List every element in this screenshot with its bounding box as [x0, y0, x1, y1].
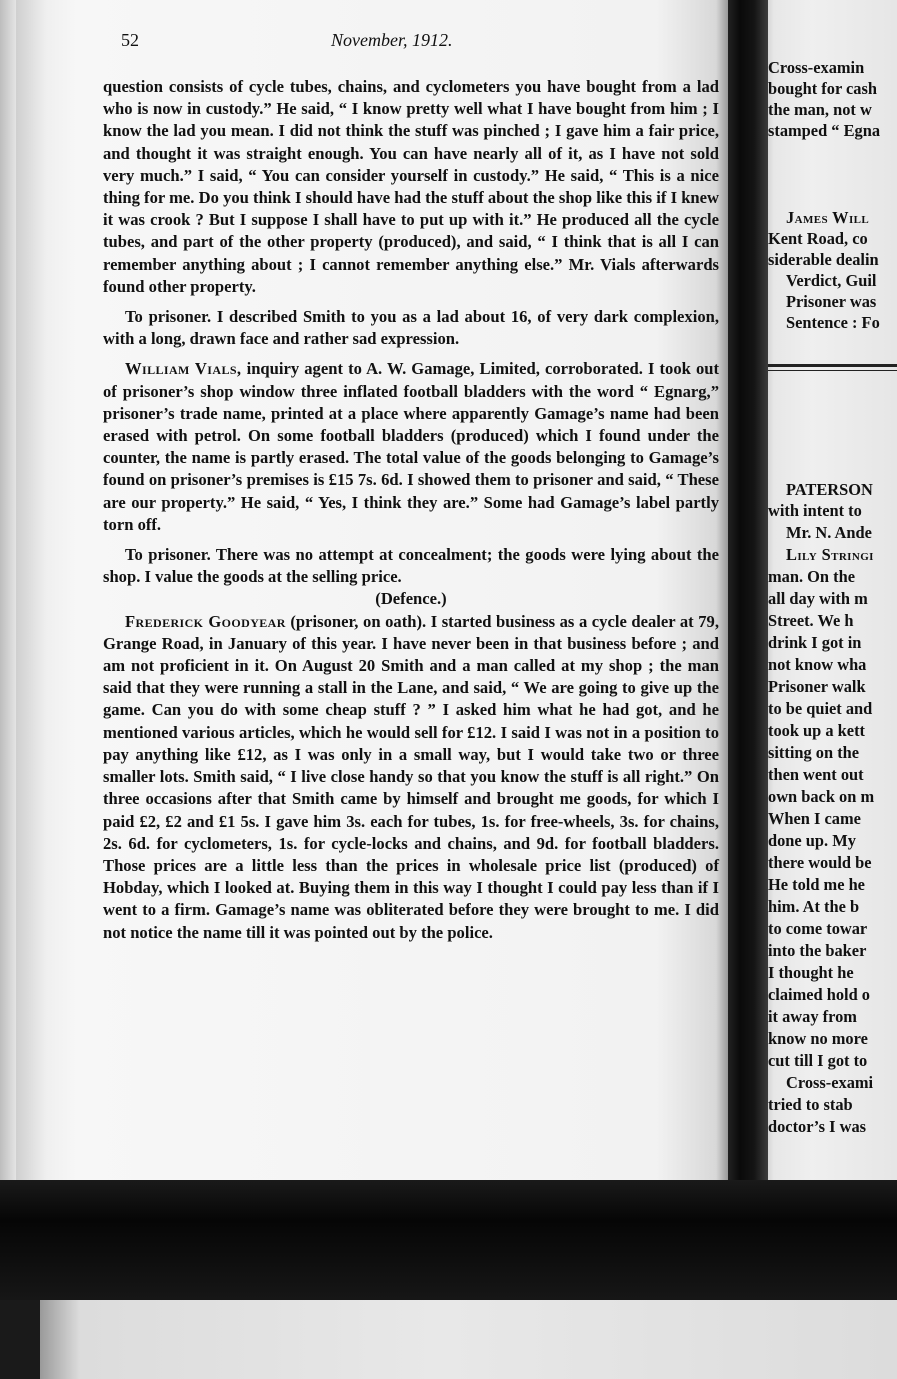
- right-line: man. On the: [768, 567, 855, 586]
- right-line: PATERSON: [786, 480, 873, 499]
- right-line: claimed hold o: [768, 985, 870, 1004]
- right-line: Mr. N. Ande: [786, 523, 872, 542]
- bottom-page-edge: [40, 1300, 897, 1379]
- right-line: to be quiet and: [768, 699, 873, 718]
- right-line: him. At the b: [768, 897, 860, 916]
- right-line: then went out: [768, 765, 864, 784]
- right-line: I thought he: [768, 963, 854, 982]
- right-line: it away from: [768, 1007, 857, 1026]
- right-line: He told me he: [768, 875, 865, 894]
- running-head-text: November, 1912.: [331, 30, 453, 50]
- right-line: there would be: [768, 853, 872, 872]
- paragraph-3: [103, 358, 719, 536]
- right-line: doctor’s I was: [768, 1117, 867, 1136]
- right-line: all day with m: [768, 589, 868, 608]
- right-line: James Will: [786, 208, 870, 227]
- speaker-name-goodyear: Frederick Goodyear: [125, 611, 286, 631]
- bottom-left-shadow: [0, 1300, 40, 1379]
- speaker-name-vials: William Vials,: [125, 359, 242, 379]
- right-line: stamped “ Egna: [768, 121, 881, 140]
- right-line: not know wha: [768, 655, 867, 674]
- right-line: siderable dealin: [768, 250, 879, 269]
- right-line: Prisoner was: [786, 292, 877, 311]
- section-rule-thin: [768, 370, 897, 371]
- paragraph-5-text: (prisoner, on oath). I started business as a cycle dealer at 79, Grange Road, in January of this year. I have never been in that business before ; and am not proficient in it. On August 20 Smith and a man called at my shop ; the man said that they were running a stall in the Lane, and said, “ We are going to give up the game. Can you do with some cheap stuff ? ” I asked him what he had got, and he mentioned various articles, which he would sell for £12. I said I was not in a position to pay anything like £12, as I was only in a small way, but I would take two or three smaller lots. Smith said, “ I live close handy so that you know the stuff is all right.” On three occasions after that Smith came by himself and brought me goods, for which I paid £2, £2 and £1 5s. I gave him 3s. each for tubes, 1s. for free-wheels, 3s. for chains, 2s. 6d. for cyclometers, 1s. for cycle-locks and chains, and 9d. for football bladders. Those prices are a little less than the prices in wholesale price list (produced) of Hobday, which I looked at. Buying them in this way I thought I could pay less than if I went to a firm. Gamage’s name was obliterated before they were brought to me. I did not notice the name till it was pointed out by the police.: [103, 611, 719, 942]
- right-line: Cross-exami: [786, 1073, 874, 1092]
- right-line: took up a kett: [768, 721, 865, 740]
- right-line: with intent to: [768, 501, 862, 520]
- right-line: Lily Stringi: [786, 545, 874, 564]
- right-line: sitting on the: [768, 743, 860, 762]
- right-line: Sentence : Fo: [786, 313, 880, 332]
- right-line: done up. My: [768, 831, 856, 850]
- book-gutter-shadow: [728, 0, 768, 1200]
- running-head: [331, 30, 452, 51]
- paragraph-1: question consists of cycle tubes, chains, and cyclometers you have bought from a lad who is now in custody.” He said, “ I know pretty well what I have bought from him ; I know the lad you mean. I did not think the stuff was pinched ; I gave him a fair price, and thought it was straight enough. You can have nearly all of it, as I have not sold very much.” I said, “ You can consider yourself in custody.” He said, “ This is a nice thing for me. Do you think I should have had the stuff about the shop like this if I knew it was crook ? But I suppose I shall have to put up with it.” He produced all the cycle tubes, and part of the other property (produced), and said, “ I think that is all I can remember anything about ; I cannot remember anything else.” Mr. Vials afterwards found other property.: [103, 77, 719, 296]
- right-line: to come towar: [768, 919, 868, 938]
- right-line: own back on m: [768, 787, 875, 806]
- right-line: know no more: [768, 1029, 868, 1048]
- paragraph-3-text: inquiry agent to A. W. Gamage, Limited, corroborated. I took out of prisoner’s shop window three inflated football bladders with the word “ Egnarg,” prisoner’s trade name, printed at a place where apparently Gamage’s name had been erased with petrol. On some football bladders (produced) which I found under the counter, the name is partly erased. The total value of the goods belonging to Gamage’s found on prisoner’s premises is £15 7s. 6d. I showed them to prisoner and said, “ These are our property.” He said, “ Yes, I think they are.” Some had Gamage’s label partly torn off.: [103, 359, 719, 534]
- right-line: the man, not w: [768, 100, 872, 119]
- right-line: tried to stab: [768, 1095, 853, 1114]
- right-line: Street. We h: [768, 611, 854, 630]
- defence-heading: (Defence.): [375, 589, 447, 609]
- right-line: bought for cash: [768, 79, 877, 98]
- right-line: Prisoner walk: [768, 677, 866, 696]
- section-rule: [768, 364, 897, 367]
- right-line: Cross-examin: [768, 58, 865, 77]
- right-line: into the baker: [768, 941, 867, 960]
- right-line: cut till I got to: [768, 1051, 868, 1070]
- paragraph-5: [103, 611, 719, 944]
- paragraph-4: To prisoner. There was no attempt at concealment; the goods were lying about the shop. I value the goods at the selling price.: [103, 545, 719, 587]
- right-line: drink I got in: [768, 633, 862, 652]
- right-line: When I came: [768, 809, 861, 828]
- main-text-column: [103, 76, 719, 944]
- right-line: Kent Road, co: [768, 229, 868, 248]
- paragraph-2: To prisoner. I described Smith to you as a lad about 16, of very dark complexion, with a long, drawn face and rather sad expression.: [103, 307, 719, 349]
- right-line: Verdict, Guil: [786, 271, 877, 290]
- bottom-shadow: [0, 1180, 897, 1300]
- page-number: 52: [121, 30, 139, 50]
